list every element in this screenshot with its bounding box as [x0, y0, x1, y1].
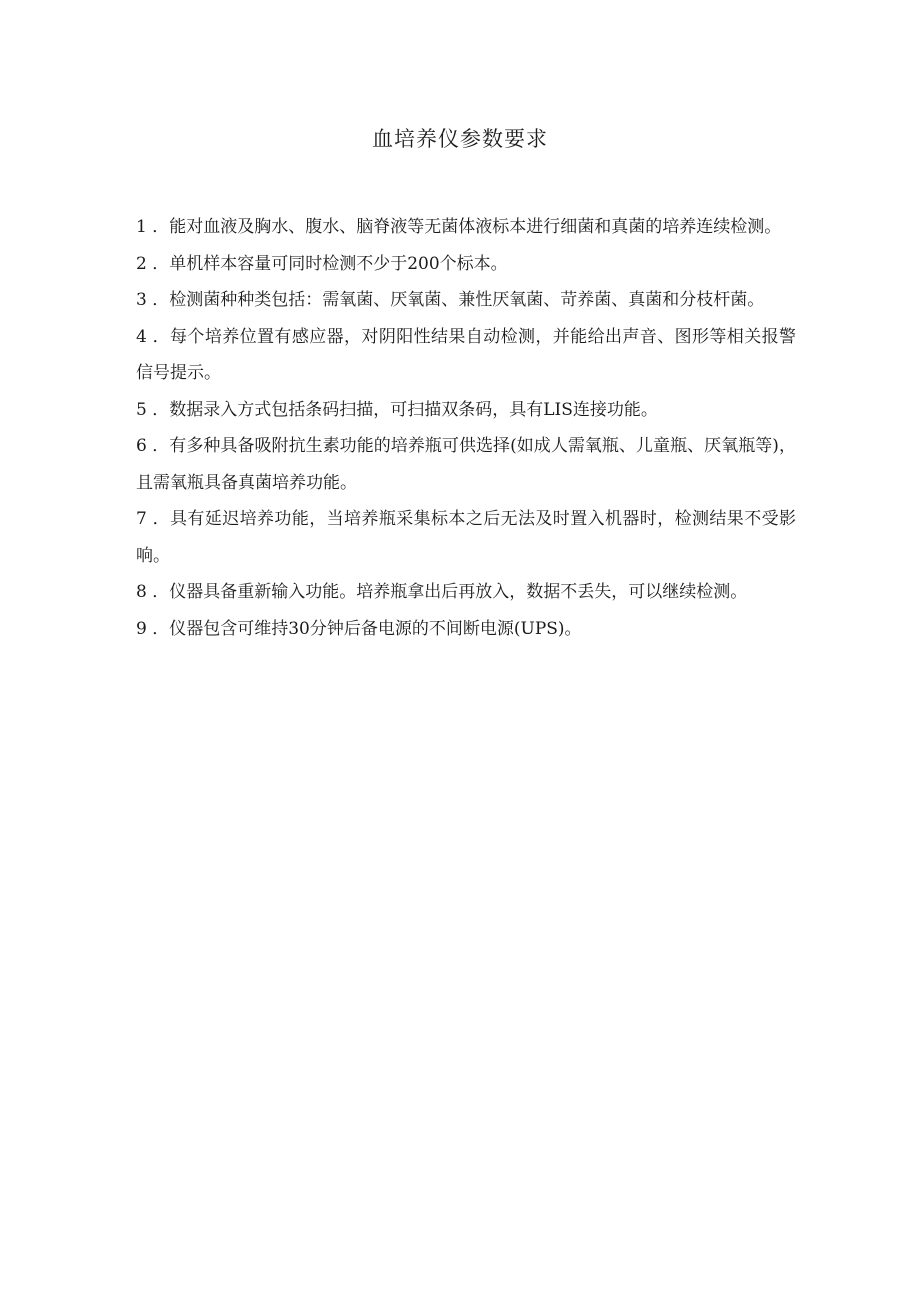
- requirement-item-3: [136, 282, 796, 319]
- requirement-number: 7 ．: [136, 509, 171, 529]
- requirements-list: [136, 209, 796, 647]
- requirement-item-4: [136, 319, 796, 392]
- requirement-number: 6 ．: [136, 436, 170, 456]
- requirement-text: 单机样本容量可同时检测不少于200个标本。: [169, 253, 508, 274]
- requirement-text: 仪器具备重新输入功能。培养瓶拿出后再放入，数据不丢失，可以继续检测。: [169, 582, 748, 602]
- requirement-item-1: [136, 209, 796, 246]
- requirement-number: 8 ．: [136, 582, 170, 602]
- requirement-text: 能对血液及胸水、腹水、脑脊液等无菌体液标本进行细菌和真菌的培养连续检测。: [169, 217, 782, 237]
- requirement-text: 具有延迟培养功能，当培养瓶采集标本之后无法及时置入机器时，检测结果不受影响。: [136, 509, 796, 566]
- requirement-number: 3 ．: [136, 290, 170, 310]
- requirement-text: 检测菌种种类包括：需氧菌、厌氧菌、兼性厌氧菌、苛养菌、真菌和分枝杆菌。: [169, 290, 765, 310]
- requirement-item-5: [136, 392, 796, 429]
- requirement-item-7: [136, 501, 796, 574]
- requirement-text: 有多种具备吸附抗生素功能的培养瓶可供选择(如成人需氧瓶、儿童瓶、厌氧瓶等)，且需氧瓶具备真菌培养功能。: [136, 436, 796, 493]
- requirement-number: 1 ．: [136, 217, 170, 237]
- requirement-text: 数据录入方式包括条码扫描，可扫描双条码，具有LIS连接功能。: [169, 399, 658, 420]
- requirement-text: 仪器包含可维持30分钟后备电源的不间断电源(UPS)。: [169, 618, 582, 639]
- requirement-item-2: [136, 246, 796, 283]
- requirement-item-9: [136, 611, 796, 648]
- requirement-text: 每个培养位置有感应器，对阴阳性结果自动检测，并能给出声音、图形等相关报警信号提示。: [136, 326, 796, 383]
- requirement-number: 4 ．: [136, 326, 171, 347]
- requirement-number: 9 ．: [136, 618, 170, 639]
- requirement-item-6: [136, 428, 796, 501]
- requirement-number: 2 ．: [136, 253, 170, 274]
- requirement-number: 5 ．: [136, 399, 170, 420]
- requirement-item-8: [136, 574, 796, 611]
- document-title: 血培养仪参数要求: [372, 127, 548, 151]
